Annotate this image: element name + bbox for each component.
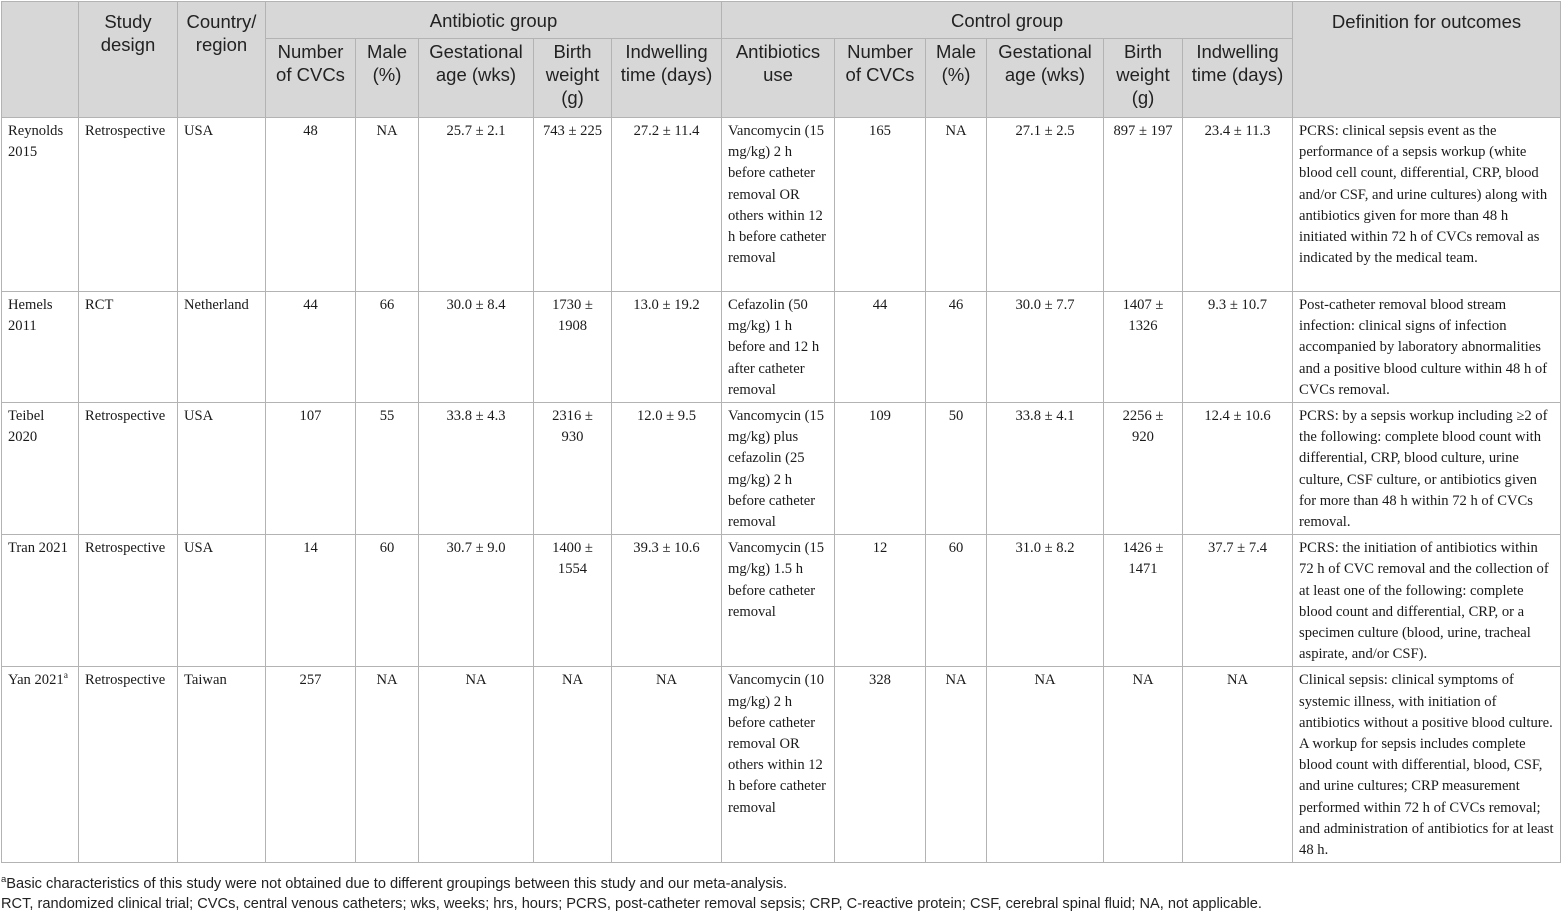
ctrl-number-cvcs-cell: 328 <box>835 667 926 863</box>
abx-gestational-age-cell: NA <box>419 667 534 863</box>
abx-birth-weight-cell: 1730 ± 1908 <box>534 292 612 403</box>
ctrl-male-cell: NA <box>926 118 987 292</box>
abx-number-cvcs-cell: 48 <box>266 118 356 292</box>
study-cell: Hemels 2011 <box>2 292 79 403</box>
header-control-group: Control group <box>722 2 1293 39</box>
definition-cell: PCRS: clinical sepsis event as the performance of a sepsis workup (white blood cell count, differential, CRP, blood and/or CSF, and urine cultures) along with antibiotics given for more than 48 h initiated within 72 h of CVCs removal as indicated by the medical team. <box>1293 118 1561 292</box>
abx-number-cvcs-cell: 107 <box>266 403 356 535</box>
ctrl-indwelling-time-cell: 12.4 ± 10.6 <box>1183 403 1293 535</box>
ctrl-birth-weight-cell: 1407 ± 1326 <box>1104 292 1183 403</box>
antibiotics-use-cell: Vancomycin (15 mg/kg) plus cefazolin (25 mg/kg) 2 h before catheter removal <box>722 403 835 535</box>
footnote-marker: a <box>63 671 68 682</box>
definition-cell: Clinical sepsis: clinical symptoms of systemic illness, with initiation of antibiotics without a positive blood culture. A workup for sepsis includes complete blood count with differential, blood, CSF, and urine cultures; CRP measurement performed within 72 h of CVCs removal; and administration of antibiotics for at least 48 h. <box>1293 667 1561 863</box>
header-abx-birth-weight: Birth weight (g) <box>534 39 612 118</box>
study-cell: Yan 2021$^a$ <box>2 667 79 863</box>
header-study-design: Study design <box>79 2 178 118</box>
footnote-abbreviations: RCT, randomized clinical trial; CVCs, central venous catheters; wks, weeks; hrs, hours; PCRS, post-catheter removal sepsis; CRP, C-reactive protein; CSF, cerebral spinal fluid; NA, not applicable. <box>1 896 1262 912</box>
abx-gestational-age-cell: 30.7 ± 9.0 <box>419 535 534 667</box>
antibiotics-use-cell: Vancomycin (15 mg/kg) 1.5 h before catheter removal <box>722 535 835 667</box>
study-cell: Teibel 2020 <box>2 403 79 535</box>
abx-gestational-age-cell: 33.8 ± 4.3 <box>419 403 534 535</box>
ctrl-indwelling-time-cell: 23.4 ± 11.3 <box>1183 118 1293 292</box>
header-row-groups <box>2 2 1561 39</box>
abx-indwelling-time-cell: 39.3 ± 10.6 <box>612 535 722 667</box>
abx-male-cell: 66 <box>356 292 419 403</box>
study-cell: Tran 2021 <box>2 535 79 667</box>
ctrl-male-cell: 46 <box>926 292 987 403</box>
country-cell: USA <box>178 535 266 667</box>
table-row <box>2 667 1561 863</box>
abx-number-cvcs-cell: 14 <box>266 535 356 667</box>
design-cell: Retrospective <box>79 667 178 863</box>
abx-birth-weight-cell: 743 ± 225 <box>534 118 612 292</box>
footnote-a-text: Basic characteristics of this study were not obtained due to different groupings between this study and our meta-analysis. <box>6 876 788 892</box>
footnote-a <box>1 874 1559 894</box>
study-cell: Reynolds 2015 <box>2 118 79 292</box>
definition-cell: PCRS: the initiation of antibiotics within 72 h of CVC removal and the collection of at least one of the following: complete blood count and differential, CRP, or a specimen culture (blood, urine, tracheal aspirate, and/or CSF). <box>1293 535 1561 667</box>
abx-male-cell: NA <box>356 118 419 292</box>
ctrl-gestational-age-cell: 31.0 ± 8.2 <box>987 535 1104 667</box>
header-abx-male: Male (%) <box>356 39 419 118</box>
ctrl-birth-weight-cell: 2256 ± 920 <box>1104 403 1183 535</box>
header-ctrl-indwelling-time: Indwelling time (days) <box>1183 39 1293 118</box>
design-cell: Retrospective <box>79 535 178 667</box>
antibiotics-use-cell: Cefazolin (50 mg/kg) 1 h before and 12 h after catheter removal <box>722 292 835 403</box>
header-definition-outcomes: Definition for outcomes <box>1293 2 1561 118</box>
header-abx-indwelling-time: Indwelling time (days) <box>612 39 722 118</box>
abx-indwelling-time-cell: 13.0 ± 19.2 <box>612 292 722 403</box>
ctrl-number-cvcs-cell: 12 <box>835 535 926 667</box>
definition-cell: PCRS: by a sepsis workup including ≥2 of the following: complete blood count with differential, CRP, blood culture, urine culture, CSF culture, or antibiotics given for more than 48 h within 72 h of CVCs removal. <box>1293 403 1561 535</box>
design-cell: Retrospective <box>79 403 178 535</box>
header-antibiotic-group: Antibiotic group <box>266 2 722 39</box>
table-row <box>2 292 1561 403</box>
country-cell: Netherland <box>178 292 266 403</box>
header-ctrl-birth-weight: Birth weight (g) <box>1104 39 1183 118</box>
table-footnotes <box>1 874 1559 914</box>
country-cell: Taiwan <box>178 667 266 863</box>
table-row <box>2 118 1561 292</box>
ctrl-birth-weight-cell: NA <box>1104 667 1183 863</box>
header-country-region: Country/ region <box>178 2 266 118</box>
header-ctrl-antibiotics-use: Antibiotics use <box>722 39 835 118</box>
table-row <box>2 535 1561 667</box>
ctrl-indwelling-time-cell: 9.3 ± 10.7 <box>1183 292 1293 403</box>
abx-number-cvcs-cell: 257 <box>266 667 356 863</box>
abx-gestational-age-cell: 30.0 ± 8.4 <box>419 292 534 403</box>
abx-male-cell: 60 <box>356 535 419 667</box>
ctrl-gestational-age-cell: 27.1 ± 2.5 <box>987 118 1104 292</box>
header-study <box>2 2 79 118</box>
header-ctrl-number-cvcs: Number of CVCs <box>835 39 926 118</box>
abx-indwelling-time-cell: 27.2 ± 11.4 <box>612 118 722 292</box>
definition-cell: Post-catheter removal blood stream infection: clinical signs of infection accompanied by laboratory abnormalities and a positive blood culture within 48 h of CVCs removal. <box>1293 292 1561 403</box>
header-ctrl-gestational-age: Gestational age (wks) <box>987 39 1104 118</box>
header-ctrl-male: Male (%) <box>926 39 987 118</box>
design-cell: Retrospective <box>79 118 178 292</box>
ctrl-birth-weight-cell: 1426 ± 1471 <box>1104 535 1183 667</box>
abx-birth-weight-cell: 1400 ± 1554 <box>534 535 612 667</box>
ctrl-male-cell: NA <box>926 667 987 863</box>
ctrl-number-cvcs-cell: 44 <box>835 292 926 403</box>
header-abx-gestational-age: Gestational age (wks) <box>419 39 534 118</box>
ctrl-male-cell: 50 <box>926 403 987 535</box>
abx-male-cell: NA <box>356 667 419 863</box>
abx-male-cell: 55 <box>356 403 419 535</box>
ctrl-number-cvcs-cell: 165 <box>835 118 926 292</box>
country-cell: USA <box>178 403 266 535</box>
abx-birth-weight-cell: 2316 ± 930 <box>534 403 612 535</box>
abx-birth-weight-cell: NA <box>534 667 612 863</box>
abx-gestational-age-cell: 25.7 ± 2.1 <box>419 118 534 292</box>
header-abx-number-cvcs: Number of CVCs <box>266 39 356 118</box>
abx-indwelling-time-cell: NA <box>612 667 722 863</box>
ctrl-gestational-age-cell: NA <box>987 667 1104 863</box>
antibiotics-use-cell: Vancomycin (15 mg/kg) 2 h before catheter removal OR others within 12 h before catheter removal <box>722 118 835 292</box>
antibiotics-use-cell: Vancomycin (10 mg/kg) 2 h before catheter removal OR others within 12 h before catheter removal <box>722 667 835 863</box>
ctrl-indwelling-time-cell: NA <box>1183 667 1293 863</box>
abx-number-cvcs-cell: 44 <box>266 292 356 403</box>
study-characteristics-table <box>1 1 1561 863</box>
ctrl-birth-weight-cell: 897 ± 197 <box>1104 118 1183 292</box>
abx-indwelling-time-cell: 12.0 ± 9.5 <box>612 403 722 535</box>
ctrl-gestational-age-cell: 33.8 ± 4.1 <box>987 403 1104 535</box>
ctrl-number-cvcs-cell: 109 <box>835 403 926 535</box>
table-row <box>2 403 1561 535</box>
ctrl-male-cell: 60 <box>926 535 987 667</box>
footnote-a-marker: a <box>1 874 7 886</box>
ctrl-gestational-age-cell: 30.0 ± 7.7 <box>987 292 1104 403</box>
ctrl-indwelling-time-cell: 37.7 ± 7.4 <box>1183 535 1293 667</box>
country-cell: USA <box>178 118 266 292</box>
design-cell: RCT <box>79 292 178 403</box>
